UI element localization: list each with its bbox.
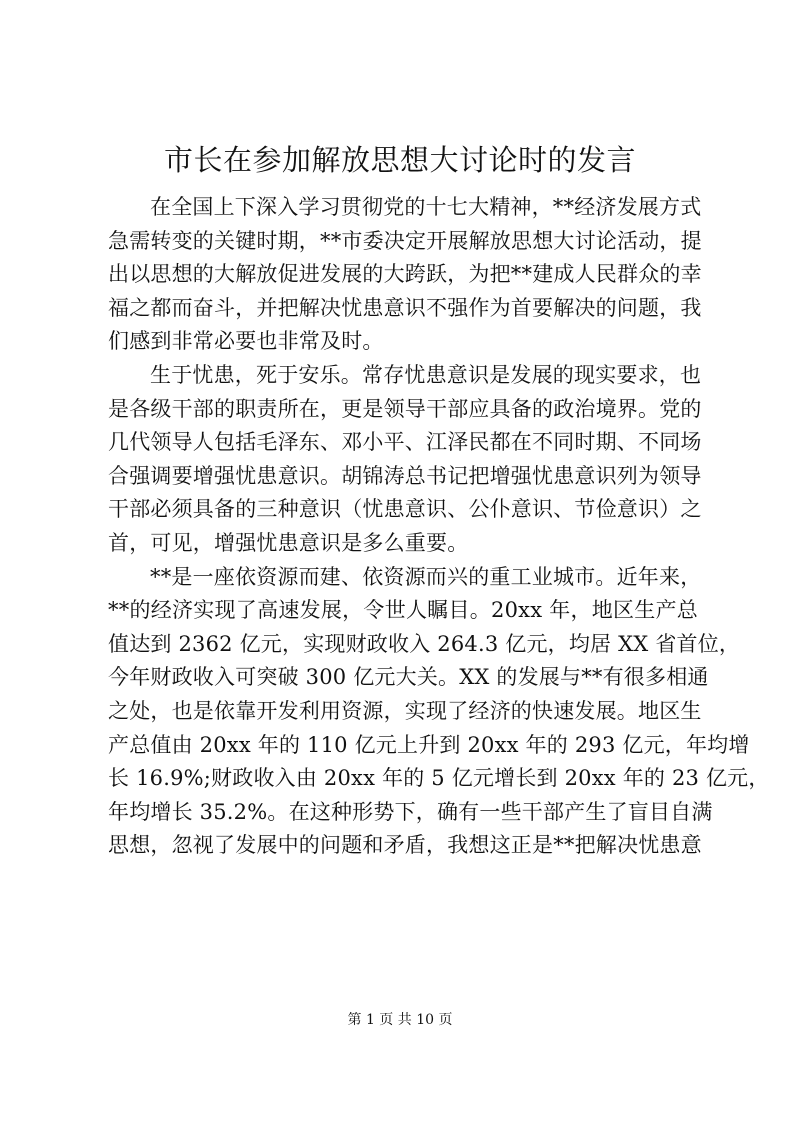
paragraph-line: 福之都而奋斗，并把解决忧患意识不强作为首要解决的问题，我	[108, 295, 702, 320]
paragraph-line: 合强调要增强忧患意识。胡锦涛总书记把增强忧患意识列为领导	[108, 463, 702, 488]
paragraph-line: 之处，也是依靠开发利用资源，实现了经济的快速发展。地区生	[108, 698, 702, 723]
paragraph-line: 值达到 2362 亿元，实现财政收入 264.3 亿元，均居 XX 省首位，	[108, 631, 741, 656]
paragraph-line: 长 16.9%;财政收入由 20xx 年的 5 亿元增长到 20xx 年的 23 亿元，	[108, 766, 770, 791]
paragraph-line: 今年财政收入可突破 300 亿元大关。XX 的发展与**有很多相通	[108, 665, 709, 690]
paragraph-3	[108, 561, 770, 863]
document-title: 市长在参加解放思想大讨论时的发言	[163, 143, 636, 177]
paragraph-2	[108, 359, 702, 561]
paragraph-1	[108, 191, 702, 359]
paragraph-line: 在全国上下深入学习贯彻党的十七大精神，**经济发展方式	[150, 195, 702, 219]
paragraph-line: 干部必须具备的三种意识（忧患意识、公仆意识、节俭意识）之	[108, 497, 702, 522]
paragraph-line: 急需转变的关键时期，**市委决定开展解放思想大讨论活动，提	[108, 228, 702, 253]
paragraph-line: 出以思想的大解放促进发展的大跨跃，为把**建成人民群众的幸	[108, 262, 702, 287]
paragraph-line: 是各级干部的职责所在，更是领导干部应具备的政治境界。党的	[108, 396, 702, 421]
paragraph-line: 们感到非常必要也非常及时。	[108, 329, 384, 354]
paragraph-line: 首，可见，增强忧患意识是多么重要。	[108, 530, 469, 555]
document-body	[108, 191, 770, 863]
paragraph-line: **的经济实现了高速发展，令世人瞩目。20xx 年，地区生产总	[108, 598, 698, 623]
paragraph-line: **是一座依资源而建、依资源而兴的重工业城市。近年来，	[150, 564, 702, 589]
paragraph-line: 年均增长 35.2%。在这种形势下，确有一些干部产生了盲目自满	[108, 799, 713, 824]
paragraph-line: 几代领导人包括毛泽东、邓小平、江泽民都在不同时期、不同场	[108, 430, 702, 455]
paragraph-line: 生于忧患，死于安乐。常存忧患意识是发展的现实要求，也	[150, 362, 702, 387]
paragraph-line: 思想，忽视了发展中的问题和矛盾，我想这正是**把解决忧患意	[108, 833, 702, 858]
page-footer: 第 1 页 共 10 页	[347, 1012, 453, 1028]
paragraph-line: 产总值由 20xx 年的 110 亿元上升到 20xx 年的 293 亿元，年均增	[108, 732, 750, 757]
